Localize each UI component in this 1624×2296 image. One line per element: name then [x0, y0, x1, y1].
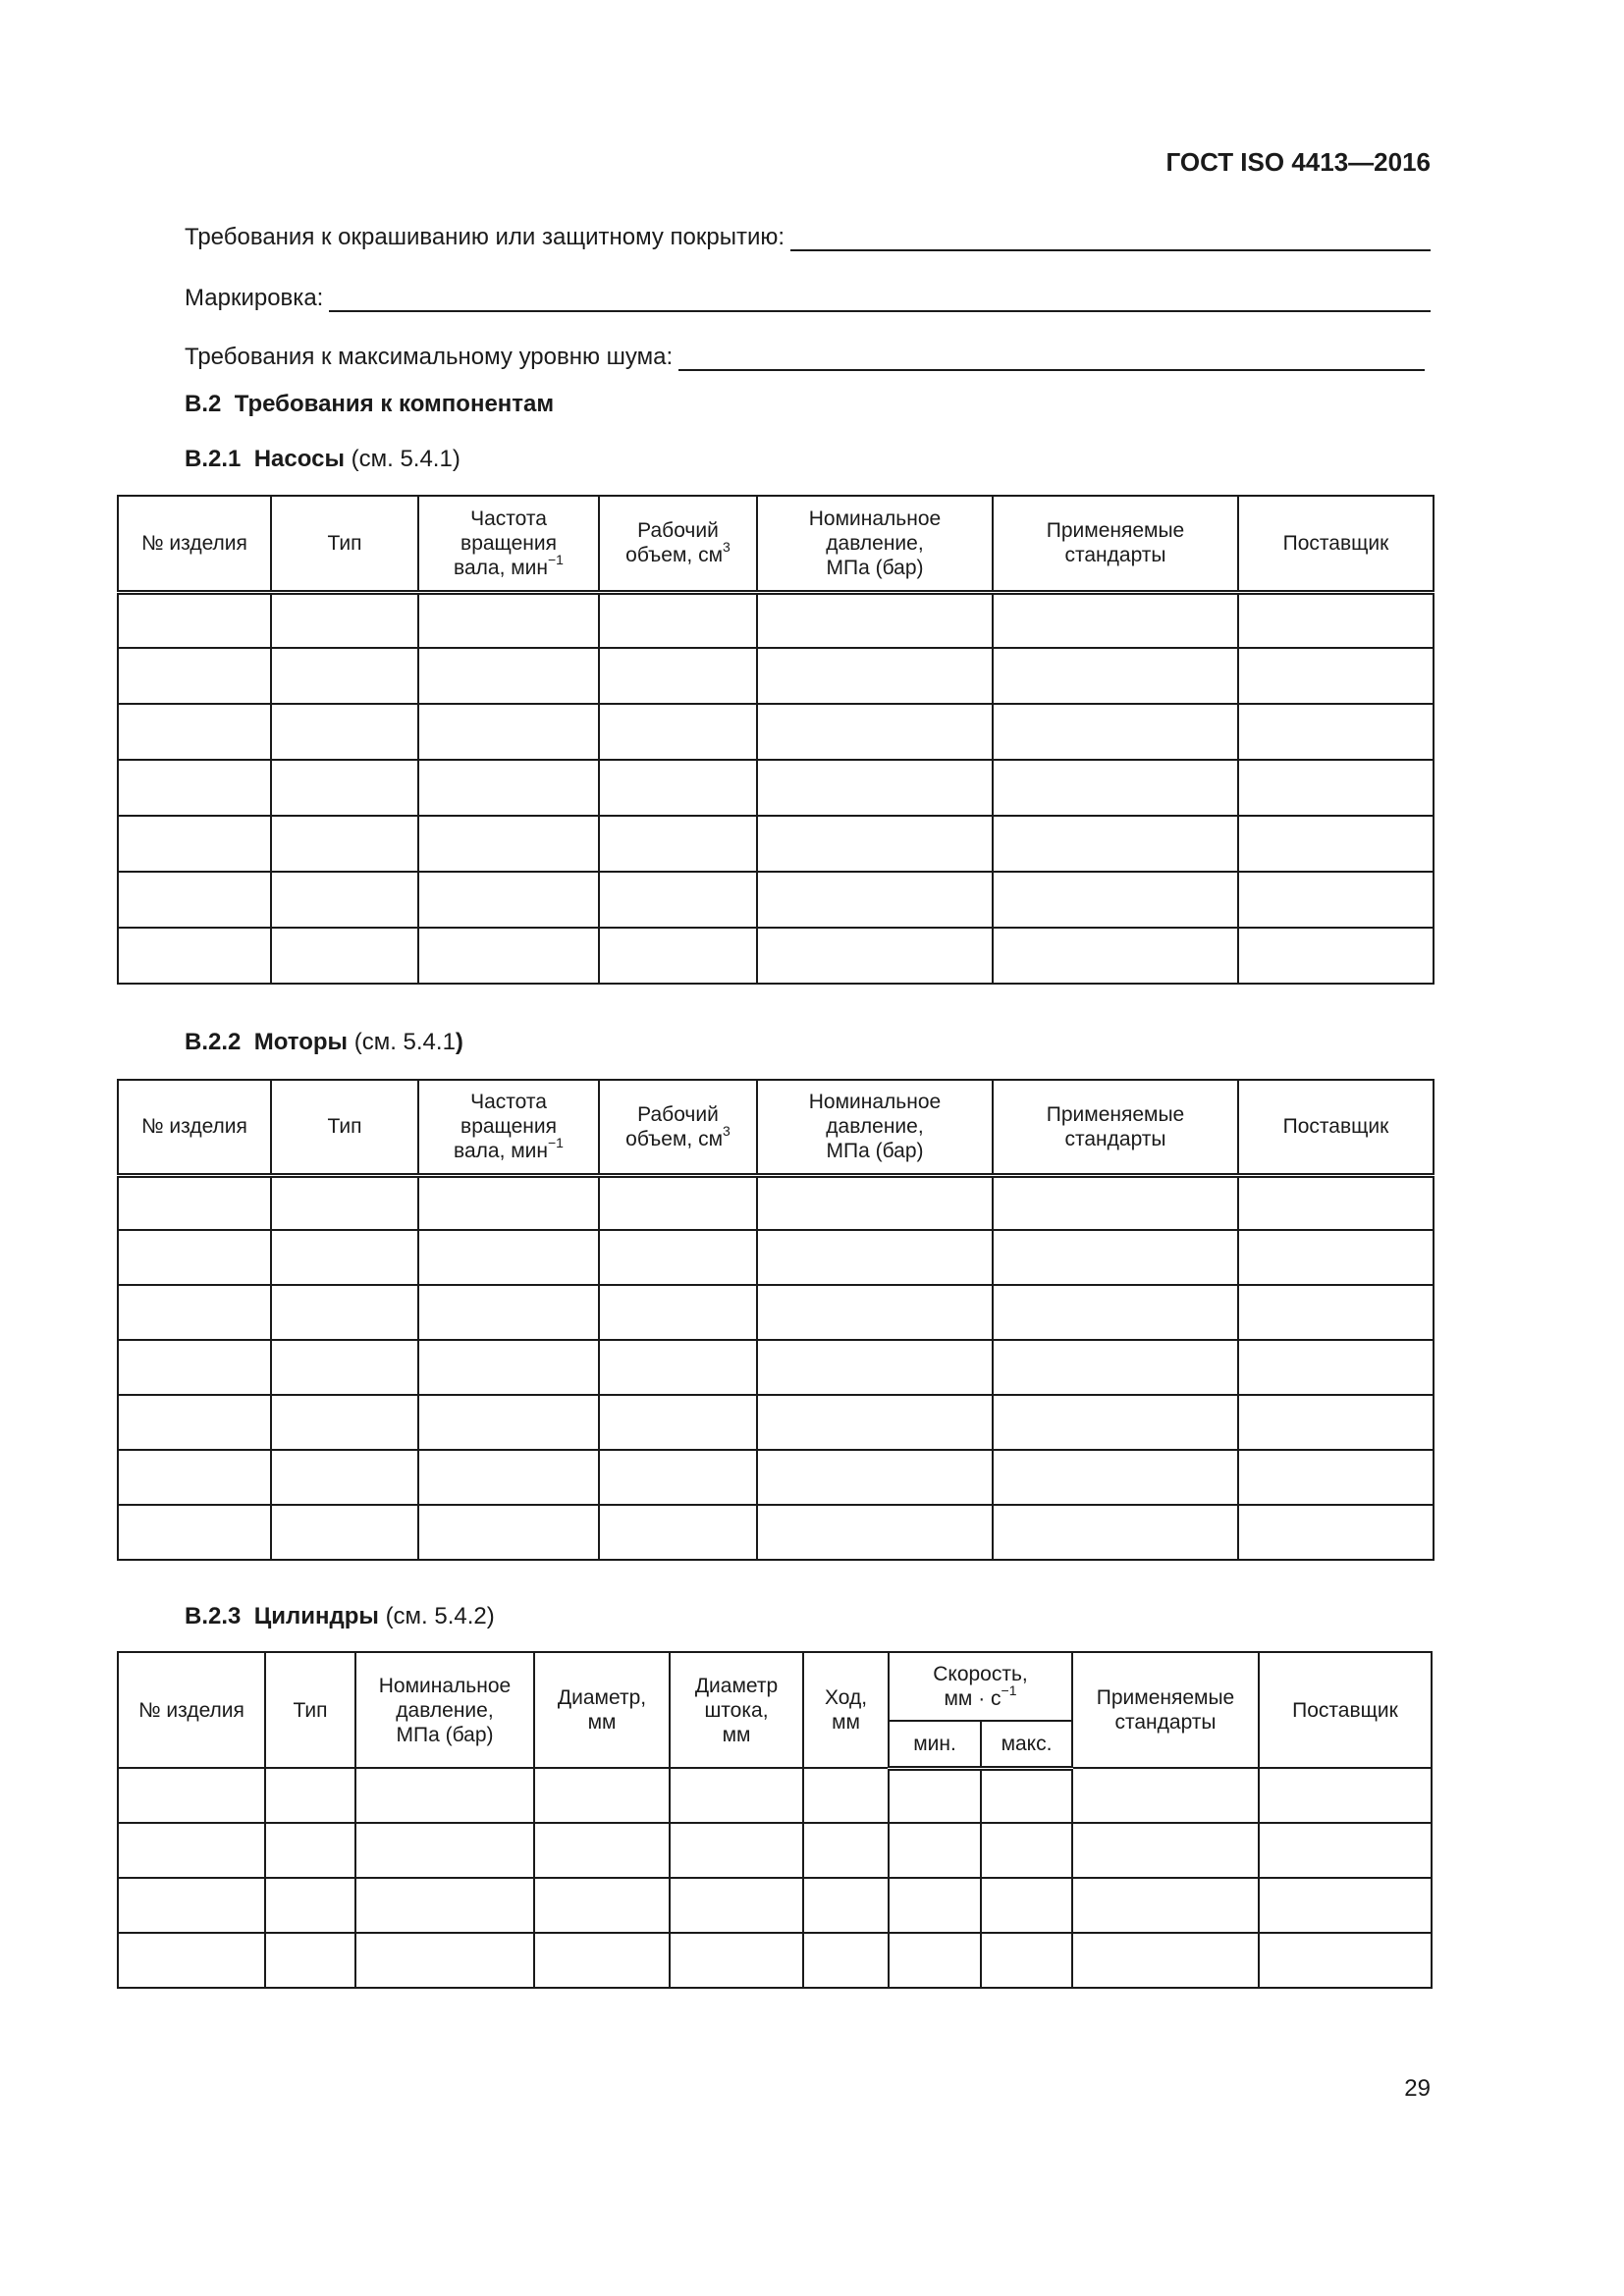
- section-title: Требования к компонентам: [234, 391, 555, 417]
- empty-cell: [803, 1933, 889, 1988]
- empty-cell: [1072, 1933, 1259, 1988]
- motors-col-speed: [418, 1080, 599, 1175]
- empty-cell: [599, 1450, 757, 1505]
- empty-cell: [355, 1768, 534, 1823]
- cylinders-col-rod-line2: штока,: [704, 1698, 769, 1722]
- pumps-body: [118, 592, 1434, 984]
- empty-cell: [1259, 1768, 1432, 1823]
- empty-cell: [271, 648, 418, 704]
- empty-cell: [118, 1395, 271, 1450]
- motors-col-pressure: [757, 1080, 993, 1175]
- cylinders-col-diameter-line1: Диаметр,: [557, 1686, 647, 1709]
- empty-cell: [418, 1505, 599, 1560]
- cylinders-col-speed-max: макс.: [981, 1721, 1072, 1768]
- pumps-number: B.2.1: [185, 446, 242, 472]
- empty-cell: [118, 1933, 265, 1988]
- pumps-col-speed: [418, 496, 599, 592]
- cylinders-col-speed-line1: Скорость,: [933, 1663, 1028, 1685]
- empty-cell: [1259, 1933, 1432, 1988]
- empty-cell: [271, 592, 418, 648]
- empty-cell: [271, 1175, 418, 1230]
- motors-col-pressure-line2: давление,: [826, 1115, 924, 1139]
- pumps-col-speed-exponent: −1: [548, 551, 564, 567]
- empty-cell: [599, 760, 757, 816]
- empty-cell: [757, 1340, 993, 1395]
- pumps-header-row: [118, 496, 1434, 592]
- motors-table-row: [118, 1505, 1434, 1560]
- empty-cell: [993, 872, 1238, 928]
- pumps-col-standards-line1: Применяемые: [1046, 519, 1185, 543]
- empty-cell: [993, 1230, 1238, 1285]
- cylinders-title: Цилиндры: [253, 1603, 379, 1629]
- empty-cell: [534, 1823, 670, 1878]
- empty-cell: [265, 1933, 355, 1988]
- empty-cell: [271, 1395, 418, 1450]
- empty-cell: [757, 816, 993, 872]
- empty-cell: [118, 1505, 271, 1560]
- empty-cell: [1238, 760, 1434, 816]
- empty-cell: [118, 1878, 265, 1933]
- pumps-table-row: [118, 816, 1434, 872]
- empty-cell: [599, 1340, 757, 1395]
- motors-col-volume-line1: Рабочий: [637, 1102, 719, 1126]
- motors-col-item: № изделия: [118, 1080, 271, 1175]
- empty-cell: [418, 1395, 599, 1450]
- empty-cell: [118, 704, 271, 760]
- empty-cell: [1238, 592, 1434, 648]
- motors-body: [118, 1175, 1434, 1560]
- empty-cell: [599, 648, 757, 704]
- pumps-table: [117, 495, 1435, 985]
- empty-cell: [599, 1285, 757, 1340]
- cylinders-table-row: [118, 1933, 1432, 1988]
- motors-col-speed-exponent: −1: [548, 1135, 564, 1151]
- empty-cell: [118, 1768, 265, 1823]
- empty-cell: [418, 704, 599, 760]
- empty-cell: [1238, 1230, 1434, 1285]
- empty-cell: [889, 1823, 981, 1878]
- marking-label: Маркировка:: [185, 285, 324, 311]
- empty-cell: [993, 816, 1238, 872]
- pumps-col-pressure-line2: давление,: [826, 531, 924, 555]
- motors-table-row: [118, 1395, 1434, 1450]
- empty-cell: [118, 1175, 271, 1230]
- cylinders-col-diameter-line2: мм: [587, 1711, 617, 1734]
- pumps-col-volume-line1: Рабочий: [637, 519, 719, 543]
- cylinders-col-stroke: [803, 1652, 889, 1768]
- empty-cell: [118, 592, 271, 648]
- marking-field: [185, 285, 1431, 312]
- empty-cell: [1072, 1878, 1259, 1933]
- empty-cell: [418, 816, 599, 872]
- empty-cell: [757, 1230, 993, 1285]
- empty-cell: [118, 1285, 271, 1340]
- cylinders-col-pressure-line2: давление,: [396, 1698, 494, 1722]
- empty-cell: [1072, 1823, 1259, 1878]
- empty-cell: [599, 704, 757, 760]
- pumps-table-row: [118, 648, 1434, 704]
- empty-cell: [265, 1823, 355, 1878]
- motors-table-row: [118, 1175, 1434, 1230]
- motors-col-volume-line2: объем, см: [625, 1127, 724, 1150]
- empty-cell: [889, 1878, 981, 1933]
- empty-cell: [355, 1933, 534, 1988]
- cylinders-col-diameter: [534, 1652, 670, 1768]
- empty-cell: [757, 1395, 993, 1450]
- empty-cell: [993, 592, 1238, 648]
- marking-blank: [329, 285, 1431, 312]
- empty-cell: [1238, 872, 1434, 928]
- empty-cell: [271, 928, 418, 984]
- motors-col-standards-line1: Применяемые: [1046, 1102, 1185, 1126]
- motors-table-row: [118, 1340, 1434, 1395]
- section-number: B.2: [185, 391, 222, 417]
- empty-cell: [118, 1450, 271, 1505]
- motors-table-row: [118, 1230, 1434, 1285]
- empty-cell: [757, 872, 993, 928]
- cylinders-col-supplier: Поставщик: [1259, 1652, 1432, 1768]
- empty-cell: [670, 1878, 803, 1933]
- empty-cell: [355, 1878, 534, 1933]
- cylinders-col-pressure: [355, 1652, 534, 1768]
- cylinders-table-row: [118, 1823, 1432, 1878]
- empty-cell: [1238, 1285, 1434, 1340]
- pumps-col-speed-line1: Частота: [470, 507, 547, 530]
- empty-cell: [418, 1230, 599, 1285]
- empty-cell: [803, 1878, 889, 1933]
- empty-cell: [418, 928, 599, 984]
- motors-col-pressure-line1: Номинальное: [808, 1091, 942, 1114]
- motors-header-row: [118, 1080, 1434, 1175]
- empty-cell: [993, 928, 1238, 984]
- cylinders-col-type: Тип: [265, 1652, 355, 1768]
- empty-cell: [670, 1823, 803, 1878]
- motors-col-pressure-line3: МПа (бар): [826, 1140, 924, 1163]
- cylinders-table-row: [118, 1768, 1432, 1823]
- cylinders-col-standards-line1: Применяемые: [1096, 1686, 1235, 1709]
- noise-requirements-label: Требования к максимальному уровню шума:: [185, 344, 674, 370]
- cylinders-number: B.2.3: [185, 1603, 242, 1629]
- empty-cell: [993, 760, 1238, 816]
- section-heading: [185, 391, 554, 418]
- empty-cell: [599, 1230, 757, 1285]
- pumps-title: Насосы: [253, 446, 345, 472]
- empty-cell: [271, 1285, 418, 1340]
- cylinders-table: [117, 1651, 1433, 1989]
- empty-cell: [118, 872, 271, 928]
- cylinders-reference: (см. 5.4.2): [385, 1603, 495, 1629]
- empty-cell: [271, 816, 418, 872]
- pumps-table-row: [118, 928, 1434, 984]
- empty-cell: [118, 1340, 271, 1395]
- empty-cell: [1259, 1823, 1432, 1878]
- motors-title: Моторы: [253, 1029, 349, 1055]
- empty-cell: [993, 1505, 1238, 1560]
- empty-cell: [1238, 1505, 1434, 1560]
- empty-cell: [118, 1230, 271, 1285]
- empty-cell: [757, 648, 993, 704]
- page-number: 29: [1404, 2075, 1431, 2102]
- pumps-col-standards: [993, 496, 1238, 592]
- empty-cell: [993, 1340, 1238, 1395]
- empty-cell: [993, 1395, 1238, 1450]
- empty-cell: [418, 1285, 599, 1340]
- pumps-col-volume: [599, 496, 757, 592]
- empty-cell: [355, 1823, 534, 1878]
- motors-col-supplier: Поставщик: [1238, 1080, 1434, 1175]
- empty-cell: [271, 1230, 418, 1285]
- empty-cell: [599, 1175, 757, 1230]
- pumps-table-row: [118, 872, 1434, 928]
- cylinders-col-pressure-line3: МПа (бар): [396, 1723, 494, 1746]
- empty-cell: [981, 1823, 1072, 1878]
- pumps-col-standards-line2: стандарты: [1064, 544, 1166, 567]
- cylinders-col-standards-line2: стандарты: [1114, 1711, 1217, 1734]
- pumps-col-item: № изделия: [118, 496, 271, 592]
- empty-cell: [1238, 928, 1434, 984]
- empty-cell: [265, 1878, 355, 1933]
- pumps-col-type: Тип: [271, 496, 418, 592]
- cylinders-col-pressure-line1: Номинальное: [378, 1674, 512, 1697]
- motors-col-type: Тип: [271, 1080, 418, 1175]
- empty-cell: [981, 1878, 1072, 1933]
- empty-cell: [599, 816, 757, 872]
- empty-cell: [757, 704, 993, 760]
- empty-cell: [1238, 816, 1434, 872]
- empty-cell: [418, 872, 599, 928]
- pumps-col-volume-exponent: 3: [723, 539, 731, 556]
- motors-table: [117, 1079, 1435, 1561]
- empty-cell: [757, 1505, 993, 1560]
- cylinders-col-rod-line3: мм: [722, 1723, 751, 1746]
- motors-col-standards: [993, 1080, 1238, 1175]
- motors-col-speed-line1: Частота: [470, 1091, 547, 1114]
- empty-cell: [1259, 1878, 1432, 1933]
- pumps-col-pressure-line1: Номинальное: [808, 507, 942, 530]
- empty-cell: [271, 872, 418, 928]
- empty-cell: [757, 928, 993, 984]
- empty-cell: [271, 1505, 418, 1560]
- cylinders-header-row-1: [118, 1652, 1432, 1721]
- empty-cell: [534, 1878, 670, 1933]
- pumps-col-speed-line3: вала, мин: [454, 556, 548, 579]
- empty-cell: [993, 704, 1238, 760]
- empty-cell: [803, 1768, 889, 1823]
- empty-cell: [889, 1933, 981, 1988]
- empty-cell: [118, 928, 271, 984]
- coating-requirements-blank: [790, 224, 1431, 251]
- empty-cell: [418, 760, 599, 816]
- cylinders-col-stroke-line1: Ход,: [824, 1686, 868, 1709]
- cylinders-col-speed-min: мин.: [889, 1721, 981, 1768]
- pumps-col-supplier: Поставщик: [1238, 496, 1434, 592]
- empty-cell: [1238, 1175, 1434, 1230]
- empty-cell: [1238, 1340, 1434, 1395]
- pumps-col-speed-line2: вращения: [460, 531, 557, 555]
- motors-table-row: [118, 1450, 1434, 1505]
- empty-cell: [993, 648, 1238, 704]
- pumps-col-volume-line2: объем, см: [625, 544, 724, 567]
- empty-cell: [599, 592, 757, 648]
- cylinders-col-speed: [889, 1652, 1072, 1721]
- pumps-table-row: [118, 592, 1434, 648]
- cylinders-heading: [185, 1603, 495, 1630]
- empty-cell: [1238, 1450, 1434, 1505]
- document-code: ГОСТ ISO 4413—2016: [1165, 147, 1431, 177]
- cylinders-col-standards: [1072, 1652, 1259, 1768]
- motors-reference-close: ): [455, 1029, 463, 1055]
- empty-cell: [271, 704, 418, 760]
- noise-requirements-field: [185, 344, 1425, 371]
- motors-col-volume: [599, 1080, 757, 1175]
- empty-cell: [599, 928, 757, 984]
- motors-reference: (см. 5.4.1: [353, 1029, 456, 1055]
- empty-cell: [118, 648, 271, 704]
- empty-cell: [757, 1175, 993, 1230]
- empty-cell: [981, 1768, 1072, 1823]
- pumps-reference: (см. 5.4.1): [351, 446, 460, 472]
- pumps-col-pressure: [757, 496, 993, 592]
- cylinders-col-stroke-line2: мм: [832, 1711, 860, 1734]
- motors-col-speed-line3: вала, мин: [454, 1140, 548, 1163]
- empty-cell: [418, 1175, 599, 1230]
- motors-col-standards-line2: стандарты: [1064, 1127, 1166, 1150]
- cylinders-col-rod-line1: Диаметр: [694, 1674, 779, 1697]
- pumps-heading: [185, 446, 460, 473]
- noise-requirements-blank: [678, 344, 1425, 371]
- empty-cell: [534, 1768, 670, 1823]
- motors-col-volume-exponent: 3: [723, 1122, 731, 1139]
- empty-cell: [993, 1450, 1238, 1505]
- pumps-col-pressure-line3: МПа (бар): [826, 556, 924, 579]
- coating-requirements-label: Требования к окрашиванию или защитному покрытию:: [185, 224, 785, 250]
- empty-cell: [1238, 648, 1434, 704]
- motors-table-row: [118, 1285, 1434, 1340]
- cylinders-col-speed-line2: мм · с: [944, 1687, 1001, 1710]
- cylinders-body: [118, 1768, 1432, 1988]
- empty-cell: [118, 816, 271, 872]
- empty-cell: [418, 1450, 599, 1505]
- empty-cell: [599, 872, 757, 928]
- cylinders-col-item: № изделия: [118, 1652, 265, 1768]
- empty-cell: [418, 648, 599, 704]
- empty-cell: [981, 1933, 1072, 1988]
- pumps-table-row: [118, 760, 1434, 816]
- empty-cell: [993, 1175, 1238, 1230]
- cylinders-col-rod-diameter: [670, 1652, 803, 1768]
- empty-cell: [418, 592, 599, 648]
- empty-cell: [993, 1285, 1238, 1340]
- empty-cell: [271, 760, 418, 816]
- empty-cell: [599, 1505, 757, 1560]
- cylinders-table-row: [118, 1878, 1432, 1933]
- empty-cell: [670, 1768, 803, 1823]
- empty-cell: [889, 1768, 981, 1823]
- empty-cell: [418, 1340, 599, 1395]
- empty-cell: [271, 1450, 418, 1505]
- empty-cell: [757, 592, 993, 648]
- motors-col-speed-line2: вращения: [460, 1115, 557, 1139]
- empty-cell: [118, 1823, 265, 1878]
- empty-cell: [757, 1450, 993, 1505]
- empty-cell: [599, 1395, 757, 1450]
- empty-cell: [670, 1933, 803, 1988]
- empty-cell: [118, 760, 271, 816]
- empty-cell: [803, 1823, 889, 1878]
- motors-number: B.2.2: [185, 1029, 242, 1055]
- empty-cell: [757, 1285, 993, 1340]
- pumps-table-row: [118, 704, 1434, 760]
- empty-cell: [757, 760, 993, 816]
- coating-requirements-field: [185, 224, 1431, 251]
- empty-cell: [1238, 1395, 1434, 1450]
- empty-cell: [1072, 1768, 1259, 1823]
- motors-heading: [185, 1029, 463, 1056]
- empty-cell: [534, 1933, 670, 1988]
- empty-cell: [265, 1768, 355, 1823]
- empty-cell: [271, 1340, 418, 1395]
- empty-cell: [1238, 704, 1434, 760]
- cylinders-col-speed-exponent: −1: [1001, 1682, 1017, 1698]
